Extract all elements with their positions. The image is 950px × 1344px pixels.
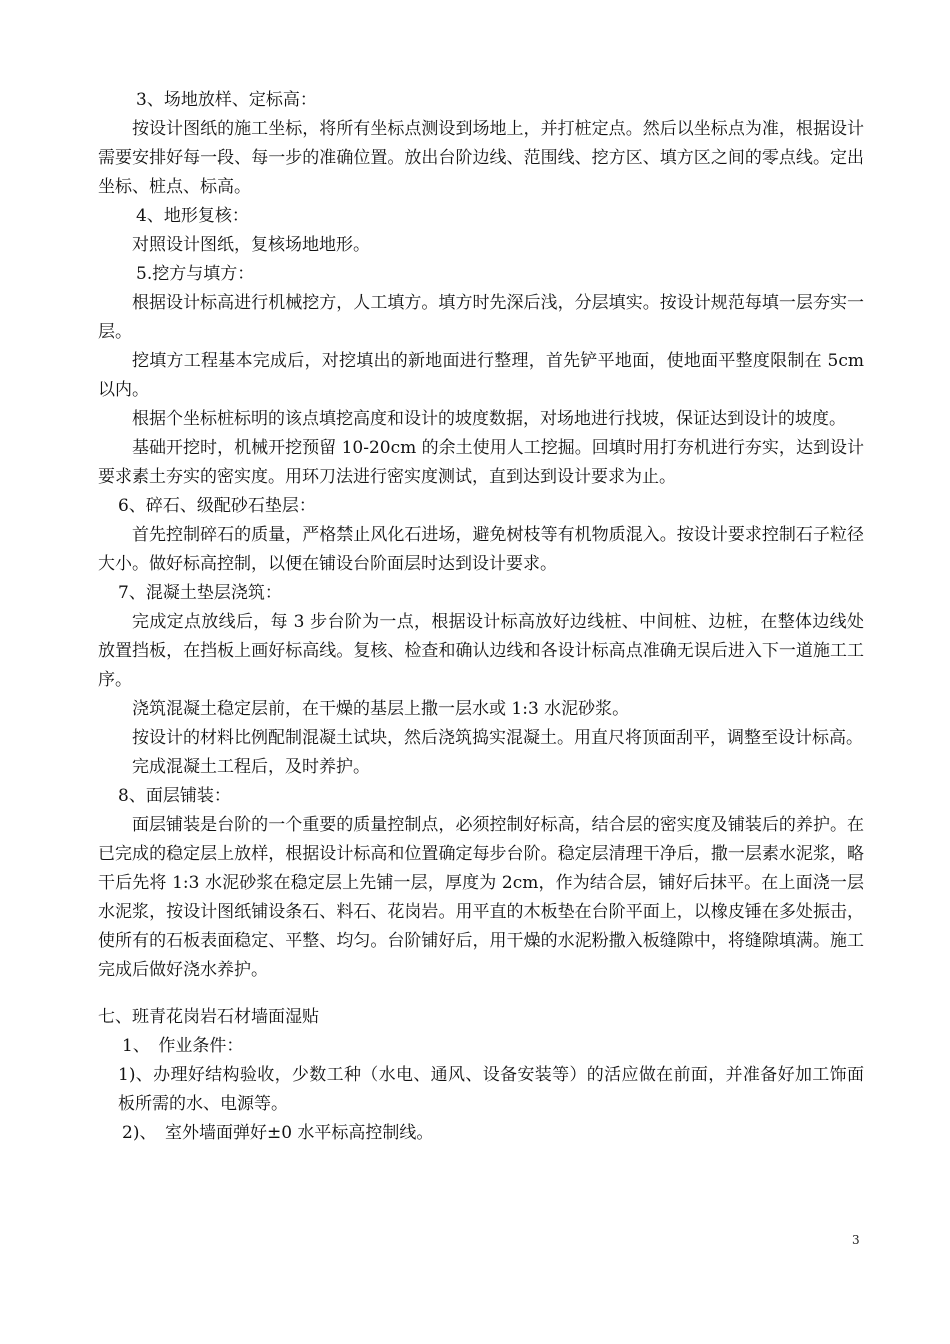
document-body [98, 86, 864, 1148]
paragraph-excavation-fill-3: 根据个坐标桩标明的该点填挖高度和设计的坡度数据，对场地进行找坡，保证达到设计的坡度。 [132, 409, 846, 429]
paragraph-excavation-fill-4: 基础开挖时，机械开挖预留 10-20cm 的余土使用人工挖掘。回填时用打夯机进行夯实，达到设计要求素土夯实的密实度。用环刀法进行密实度测试，直到达到设计要求为止。 [98, 438, 864, 487]
section-spacer [98, 985, 864, 1003]
paragraph-excavation-fill-2: 挖填方工程基本完成后，对挖填出的新地面进行整理，首先铲平地面，使地面平整度限制在 5cm 以内。 [98, 351, 864, 400]
chapter-heading-granite-wall: 七、班青花岗岩石材墙面湿贴 [98, 1007, 319, 1027]
paragraph-site-layout: 按设计图纸的施工坐标，将所有坐标点测设到场地上，并打桩定点。然后以坐标点为准，根据设计需要安排好每一段、每一步的准确位置。放出台阶边线、范围线、挖方区、填方区之间的零点线。定出坐标、桩点、标高。 [98, 119, 864, 197]
paragraph-surface-paving: 面层铺装是台阶的一个重要的质量控制点，必须控制好标高，结合层的密实度及铺装后的养护。在已完成的稳定层上放样，根据设计标高和位置确定每步台阶。稳定层清理干净后，撒一层素水泥浆，略干后先将 1:3 水泥砂浆在稳定层上先铺一层，厚度为 2cm，作为结合层，铺好后抹平。在上面浇一层水泥浆，按设计图纸铺设条石、料石、花岗岩。用平直的木板垫在台阶平面上，以橡皮锤在多处振击，使所有的石板表面稳定、平整、均匀。台阶铺好后，用干燥的水泥粉撒入板缝隙中，将缝隙填满。施工完成后做好浇水养护。 [98, 815, 864, 980]
paragraph-concrete-cushion-1: 完成定点放线后，每 3 步台阶为一点，根据设计标高放好边线桩、中间桩、边桩，在整体边线处放置挡板，在挡板上画好标高线。复核、检查和确认边线和各设计标高点准确无误后进入下一道施工工序。 [98, 612, 864, 690]
paragraph-concrete-cushion-4: 完成混凝土工程后，及时养护。 [132, 757, 370, 777]
paragraph-concrete-cushion-3: 按设计的材料比例配制混凝土试块，然后浇筑捣实混凝土。用直尺将顶面刮平，调整至设计标高。 [132, 728, 863, 748]
list-item-work-conditions-2: 2)、 室外墙面弹好±0 水平标高控制线。 [122, 1123, 434, 1143]
paragraph-excavation-fill-1: 根据设计标高进行机械挖方，人工填方。填方时先深后浅，分层填实。按设计规范每填一层夯实一层。 [98, 293, 864, 342]
section-heading-concrete-cushion: 7、混凝土垫层浇筑： [118, 583, 282, 603]
page-number: 3 [852, 1233, 860, 1247]
section-heading-site-layout: 3、场地放样、定标高： [136, 90, 317, 110]
section-heading-surface-paving: 8、面层铺装： [118, 786, 231, 806]
section-heading-excavation-fill: 5.挖方与填方： [136, 264, 255, 284]
paragraph-gravel-cushion: 首先控制碎石的质量，严格禁止风化石进场，避免树枝等有机物质混入。按设计要求控制石子粒径大小。做好标高控制，以便在铺设台阶面层时达到设计要求。 [98, 525, 864, 574]
paragraph-terrain-check: 对照设计图纸，复核场地地形。 [132, 235, 370, 255]
subsection-heading-work-conditions: 1、 作业条件： [122, 1036, 244, 1056]
paragraph-concrete-cushion-2: 浇筑混凝土稳定层前，在干燥的基层上撒一层水或 1:3 水泥砂浆。 [132, 699, 630, 719]
list-item-work-conditions-1: 1)、办理好结构验收，少数工种（水电、通风、设备安装等）的活应做在前面，并准备好加工饰面板所需的水、电源等。 [118, 1065, 864, 1114]
section-heading-terrain-check: 4、地形复核： [136, 206, 249, 226]
section-heading-gravel-cushion: 6、碎石、级配砂石垫层： [118, 496, 316, 516]
